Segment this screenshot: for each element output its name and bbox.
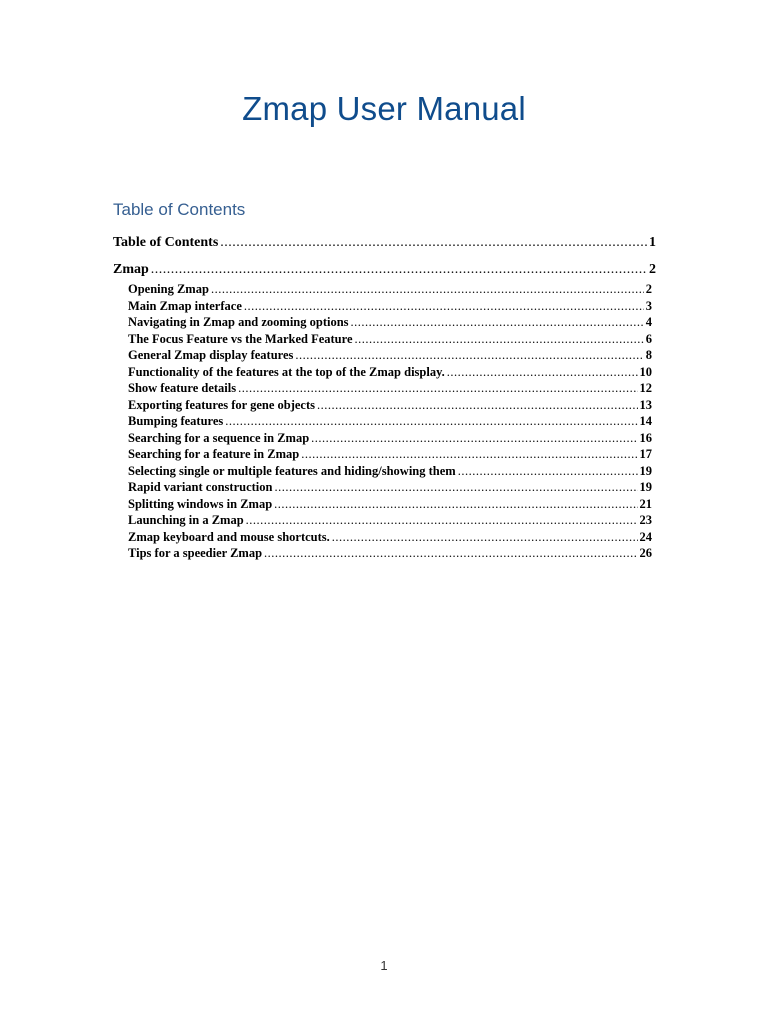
toc-heading: Table of Contents [113,200,246,219]
toc-entry-title: Rapid variant construction [128,480,273,494]
toc-entry-title: Launching in a Zmap [128,513,244,527]
toc-entry-page: 10 [639,364,652,379]
toc-entry[interactable] [113,545,656,562]
toc-entry[interactable] [113,364,656,381]
toc-entry-page: 2 [645,282,652,296]
toc-entry[interactable] [113,463,656,480]
toc-dot-leader [458,463,638,480]
toc-dot-leader [274,496,637,513]
toc-entry-title: Bumping features [128,414,224,428]
toc-entry[interactable] [113,446,656,463]
toc-entry[interactable] [113,529,656,546]
toc-entry-page: 19 [639,480,652,494]
toc-dot-leader [238,380,637,397]
toc-entry-page: 14 [639,414,652,428]
toc-entry-title: Searching for a sequence in Zmap [128,430,310,445]
toc-entry[interactable] [113,331,656,348]
toc-entry-page: 13 [639,397,652,412]
toc-entry[interactable] [113,232,656,254]
toc-entry-page: 24 [639,529,652,544]
toc-entry-title: Table of Contents [113,235,219,250]
toc-entry-page: 16 [639,430,652,445]
toc-dot-leader [225,413,637,430]
toc-entry-title: Main Zmap interface [128,298,242,313]
toc-entry-title: Tips for a speedier Zmap [128,546,263,560]
toc-entry[interactable] [113,430,656,447]
toc-entry-page: 26 [639,546,652,560]
toc-dot-leader [264,545,637,562]
toc-entry[interactable] [113,380,656,397]
table-of-contents [113,232,656,562]
toc-entry-page: 8 [645,348,652,362]
toc-dot-leader [274,479,637,496]
toc-entry-page: 4 [645,315,652,329]
toc-entry-title: Selecting single or multiple features and hiding/showing them [128,463,456,478]
toc-entry-title: Zmap keyboard and mouse shortcuts. [128,529,330,544]
toc-dot-leader [317,397,637,414]
toc-entry[interactable] [113,479,656,496]
toc-dot-leader [151,259,647,281]
toc-dot-leader [311,430,637,447]
toc-dot-leader [355,331,644,348]
toc-entry-title: Functionality of the features at the top of the Zmap display. [128,364,445,379]
toc-dot-leader [332,529,638,546]
toc-entry-title: Zmap [113,262,149,277]
toc-entry-page: 17 [639,447,652,461]
toc-entry-page: 19 [639,463,652,478]
toc-dot-leader [211,281,644,298]
toc-entry[interactable] [113,259,656,281]
toc-entry[interactable] [113,512,656,529]
toc-entry-page: 21 [639,496,652,511]
toc-dot-leader [447,364,638,381]
toc-dot-leader [220,232,647,254]
toc-entry[interactable] [113,413,656,430]
toc-entry[interactable] [113,397,656,414]
toc-entry-title: General Zmap display features [128,348,294,362]
toc-entry-page: 1 [649,235,656,250]
toc-dot-leader [246,512,638,529]
toc-dot-leader [244,298,644,315]
toc-entry-page: 2 [649,262,656,277]
toc-entry[interactable] [113,347,656,364]
toc-entry[interactable] [113,496,656,513]
toc-entry-title: The Focus Feature vs the Marked Feature [128,331,353,346]
page-number: 1 [380,958,388,973]
toc-entry-title: Opening Zmap [128,282,209,296]
toc-entry[interactable] [113,281,656,298]
toc-entry-page: 12 [639,381,652,395]
toc-entry-title: Searching for a feature in Zmap [128,447,300,461]
toc-dot-leader [295,347,643,364]
toc-entry-title: Show feature details [128,381,237,395]
toc-entry-title: Splitting windows in Zmap [128,496,273,511]
toc-entry[interactable] [113,314,656,331]
toc-dot-leader [301,446,637,463]
toc-entry-title: Exporting features for gene objects [128,397,316,412]
toc-entry-title: Navigating in Zmap and zooming options [128,315,349,329]
document-title: Zmap User Manual [242,90,526,127]
toc-dot-leader [351,314,644,331]
toc-entry-page: 3 [645,298,652,313]
toc-entry[interactable] [113,298,656,315]
toc-entry-page: 6 [645,331,652,346]
toc-entry-page: 23 [639,513,652,527]
